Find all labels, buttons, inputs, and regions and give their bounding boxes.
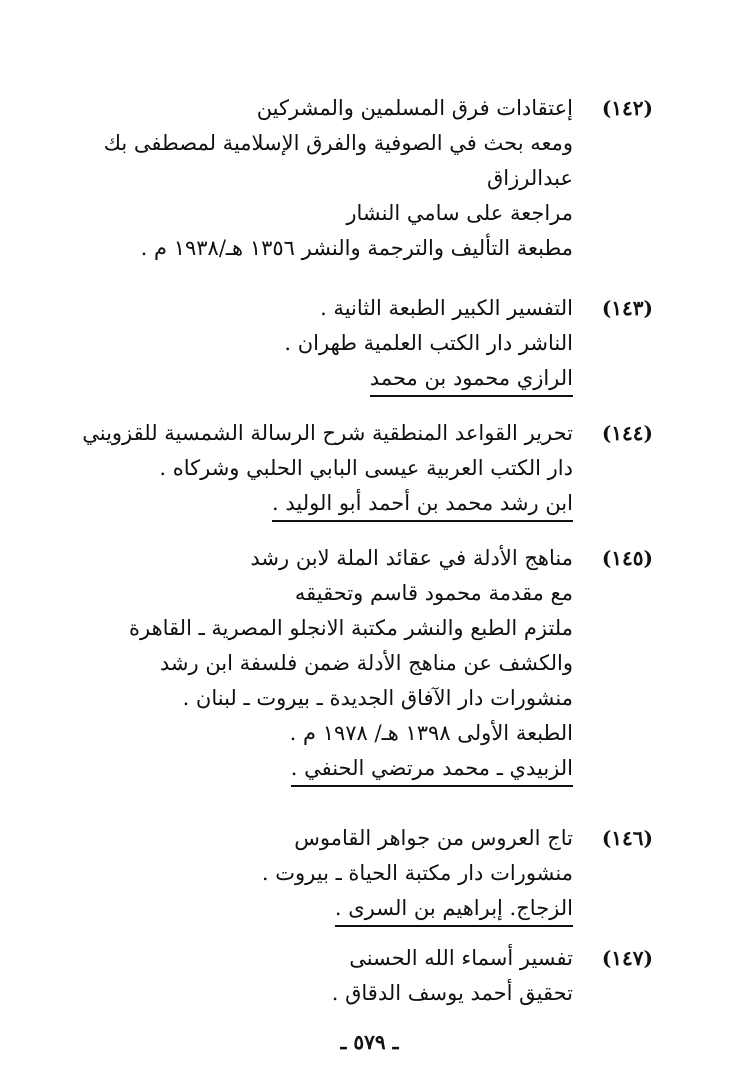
entry-number: (١٤٥) — [601, 546, 653, 570]
entry-number: (١٤٦) — [601, 826, 653, 850]
bibliography-entry-145 — [20, 543, 653, 791]
entry-line: والكشف عن مناهج الأدلة ضمن فلسفة ابن رشد — [159, 651, 573, 675]
bibliography-entry-146 — [20, 823, 653, 931]
entry-line: تحقيق أحمد يوسف الدقاق . — [331, 981, 573, 1005]
entry-line: عبدالرزاق — [487, 166, 573, 190]
entry-number: (١٤٢) — [601, 96, 653, 120]
bibliography-entry-147 — [20, 943, 653, 1013]
bibliography-entry-143 — [20, 293, 653, 401]
entry-line: تحرير القواعد المنطقية شرح الرسالة الشمسية للقزويني — [82, 421, 573, 445]
section-author-heading: الزجاج. إبراهيم بن السرى . — [335, 893, 573, 927]
entry-line: مراجعة على سامي النشار — [346, 201, 573, 225]
entry-line: منشورات دار الآفاق الجديدة ـ بيروت ـ لبنان . — [182, 686, 573, 710]
entry-line: تاج العروس من جواهر القاموس — [294, 826, 573, 850]
entry-number: (١٤٣) — [601, 296, 653, 320]
entry-line: دار الكتب العربية عيسى البابي الحلبي وشركاه . — [159, 456, 573, 480]
entry-line: مطبعة التأليف والترجمة والنشر ١٣٥٦ هـ/١٩٣٨ م . — [140, 236, 573, 260]
bibliography-entry-144 — [20, 418, 653, 526]
entry-line: مع مقدمة محمود قاسم وتحقيقه — [294, 581, 573, 605]
entry-number: (١٤٤) — [601, 421, 653, 445]
entry-line: التفسير الكبير الطبعة الثانية . — [320, 296, 573, 320]
entry-line: مناهج الأدلة في عقائد الملة لابن رشد — [250, 546, 573, 570]
section-author-heading: ابن رشد محمد بن أحمد أبو الوليد . — [272, 488, 573, 522]
entry-number: (١٤٧) — [601, 946, 653, 970]
section-author-heading: الرازي محمود بن محمد — [370, 363, 573, 397]
entry-line: إعتقادات فرق المسلمين والمشركين — [256, 96, 573, 120]
entry-line: منشورات دار مكتبة الحياة ـ بيروت . — [261, 861, 573, 885]
entry-line: الناشر دار الكتب العلمية طهران . — [284, 331, 573, 355]
bibliography-entry-142 — [20, 93, 653, 268]
page-number: ـ ٥٧٩ ـ — [340, 1030, 399, 1054]
entry-line: الطبعة الأولى ١٣٩٨ هـ/ ١٩٧٨ م . — [289, 721, 573, 745]
entry-line: ملتزم الطبع والنشر مكتبة الانجلو المصرية ـ القاهرة — [129, 616, 573, 640]
entry-line: ومعه بحث في الصوفية والفرق الإسلامية لمصطفى بك — [103, 131, 573, 155]
section-author-heading: الزبيدي ـ محمد مرتضي الحنفي . — [291, 753, 573, 787]
entry-line: تفسير أسماء الله الحسنى — [349, 946, 573, 970]
